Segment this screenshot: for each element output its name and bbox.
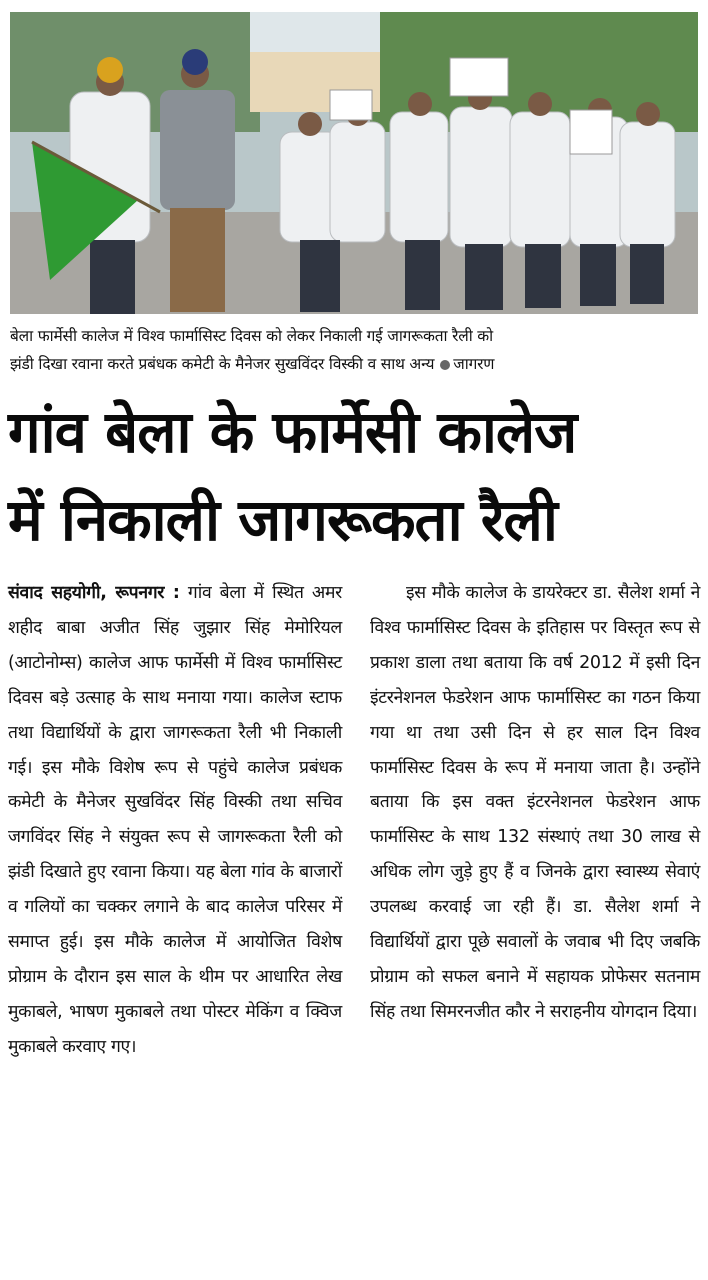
photo-caption (10, 322, 700, 378)
rally-photo (10, 12, 698, 314)
photo-credit: जागरण (453, 355, 495, 373)
article-body (8, 576, 700, 1276)
byline: संवाद सहयोगी, रूपनगर : (8, 583, 180, 603)
article-column-left (8, 576, 342, 1276)
article-column-left-text: गांव बेला में स्थित अमर शहीद बाबा अजीत सिंह जुझार सिंह मेमोरियल (आटोनोम्स) कालेज आफ फार्मेसी में विश्व फार्मासिस्ट दिवस बड़े उत्साह के साथ मनाया गया। कालेज स्टाफ तथा विद्यार्थियों के द्वारा जागरूकता रैली भी निकाली गई। इस मौके विशेष रूप से पहुंचे कालेज प्रबंधक कमेटी के मैनेजर सुखविंदर सिंह विस्की तथा सचिव जगविंदर सिंह ने संयुक्त रूप से जागरूकता रैली को झंडी दिखाते हुए रवाना किया। यह बेला गांव के बाजारों व गलियों का चक्कर लगाने के बाद कालेज परिसर में समाप्त हुई। इस मौके कालेज में आयोजित विशेष प्रोग्राम के दौरान इस साल के थीम पर आधारित लेख मुकाबले, भाषण मुकाबले तथा पोस्टर मेकिंग व क्विज मुकाबले करवाए गए। (8, 583, 342, 1057)
caption-line-1: बेला फार्मेसी कालेज में विश्व फार्मासिस्ट दिवस को लेकर निकाली गई जागरूकता रैली को (10, 327, 493, 345)
article-column-right: इस मौके कालेज के डायरेक्टर डा. सैलेश शर्मा ने विश्व फार्मासिस्ट दिवस के इतिहास पर विस्तृत रूप से प्रकाश डाला तथा बताया कि वर्ष 2012 में इसी दिन इंटरनेशनल फेडरेशन आफ फार्मासिस्ट का गठन किया गया था तथा उसी दिन से हर साल दिन विश्व फार्मासिस्ट दिवस के रूप में मनाया जाता है। उन्होंने बताया कि इस वक्त इंटरनेशनल फेडरेशन आफ फार्मासिस्ट के साथ 132 संस्थाएं तथा 30 लाख से अधिक लोग जुड़े हुए हैं व जिनके द्वारा स्वास्थ्य सेवाएं उपलब्ध करवाई जा रही हैं। डा. सैलेश शर्मा ने विद्यार्थियों द्वारा पूछे सवालों के जवाब भी दिए जबकि प्रोग्राम को सफल बनाने में सहायक प्रोफेसर सतनाम सिंह तथा सिमरनजीत कौर ने सराहनीय योगदान दिया। (370, 583, 700, 1022)
headline-line-1: गांव बेला के फार्मेसी कालेज (8, 398, 577, 466)
headline (8, 388, 704, 564)
caption-line-2-text: झंडी दिखा रवाना करते प्रबंधक कमेटी के मैनेजर सुखविंदर विस्की व साथ अन्य (10, 355, 435, 373)
headline-line-2: में निकाली जागरूकता रैली (8, 486, 557, 554)
caption-line-2 (10, 350, 700, 378)
bullet-dot-icon (440, 360, 450, 370)
